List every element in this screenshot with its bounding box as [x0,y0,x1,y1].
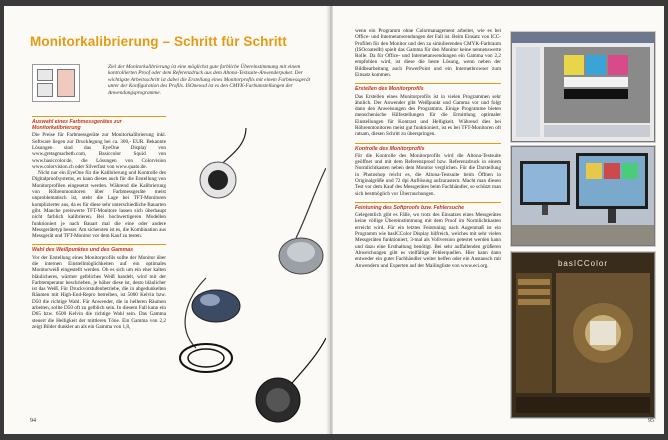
right-column [355,28,501,269]
section-body [355,28,501,78]
section-heading: Feintuning des Softproofs bzw. Fehlersuche [355,204,465,211]
workflow-diagram [32,64,80,102]
diagram-block [37,69,53,81]
left-column [32,116,166,330]
colorimeter-photos [176,128,329,424]
section-heading: Kontrolle des Monitorprofils [355,145,425,152]
diagram-block [37,83,53,97]
section-body [355,212,501,269]
paragraph: Für die Kontrolle des Monitorprofils wird die Altona-Testsuite geöffnet und mit dem Referenzproof bzw. Referenzdruck in einem Normlichtkasten neben dem Monitor verglichen. Für die Darstellung in Photoshop reicht es, die Altona-Testsuite beim Öffnen in Originalgröße und 72 dpi Auflösung aufzurastern. Macht man diesen Test vor dem Kauf des Messgerätes beim Fachhändler, so schützt man sich bestmöglich vor Überraschungen. [355,152,501,197]
paragraph: Das Erstellen eines Monitorprofils ist in vielen Programmen sehr ähnlich. Der Anwender gibt Weißpunkt und Gamma vor und folgt dann den Anweisungen des Programms. Einige Programme bieten menschenische Hilfestellungen für die Ermittlung optimaler Einstellungen für Kontrast und Helligkeit. Während dies bei Röhrenmonitoren meist gut funktioniert, ist es bei TFT-Monitoren oft ratsam, diesen Schritt zu überspringen. [355,93,501,138]
basiccolor-logo-text: basICColor [557,259,608,268]
colorimeter-illustration [176,128,329,424]
page-number: 95 [648,418,654,424]
calibration-screenshot [511,32,655,142]
section-body [355,94,501,138]
monitor-comparison-photo [511,146,655,246]
section-rule [355,143,501,144]
section-heading: Auswahl eines Farbmessgerätes zur Monitorkalibrierung [32,119,122,132]
section-heading: Wahl des Weißpunktes und des Gammas [32,247,133,254]
section-rule [32,116,166,117]
page-number: 94 [30,418,36,424]
section-heading: Erstellen des Monitorprofils [355,86,424,93]
section-rule [32,244,166,245]
intro-text: Ziel der Monitorkalibrierung ist eine möglichst gute farbliche Übereinstimmung mit einem kontrollierten Proof oder dem Referenzdruck aus dem Altona-Testsuite-Anwenderpaket. Der wichtigste Arbeitsschritt ist dabei die Erstellung eines Monitorprofils mit einem Farbmessgerät unter der Konfiguration des Profils. ISOnewsd ist es den CMYK-Farbumstellungen der Anwendungsprogramme. [108,64,311,96]
basiccolor-screenshot [511,252,655,418]
paragraph: wenn ein Programm ohne Colormanagement arbeitet, wie es bei Office- und Internetanwendungen der Fall ist. Beim Einsatz von ICC-Profilen für den Monitor und den zu simulierenden CMYK-Farbraum (ISOcoatedIt) spielt das Gamma für den Monitor keine nennenswerte Rolle. Da für Office- und Internetanwendungen ein Gamma von 2,2 empfohlen wird, ist diese die beste Lösung, wenn neben der Bildbearbeitung auch PowerPoint und ein Internetbrowser zum Einsatz kommen. [355,28,501,79]
left-page [4,6,329,434]
monitor-illustration [512,147,654,245]
page-title: Monitorkalibrierung – Schritt für Schritt [30,34,287,49]
paragraph: Gelegentlich gibt es Fälle, wo trotz des Einsatzes eines Messgerätes keine völlige Übereinstimmung mit dem Proof im Normlichtkasten erreicht wird. Für ein letztes Feintuning nach Augenmaß ist ein Programm wie basICColor Display hilfreich, welches mit sehr vielen Messgeräten funktioniert, 3-mal als Vollversion getestet werden kann und dazu eine Ersthaltung benötigt. Bei sehr auffallenden größeren Abweichungen gibt es vielfältige Fehlerquellen. Hier kann dann entweder ein guter Fachhändler weiter helfen oder ein Austausch mit Anwendern und Experten auf der Mailingliste von www.eci.org. [355,212,501,269]
basiccolor-ui-illustration [512,253,654,417]
section-body [32,132,166,239]
diagram-block [57,69,75,97]
calibration-ui-illustration [512,33,654,141]
section-rule [355,83,501,84]
right-page [333,6,664,434]
paragraph: Die Preise für Farbmessgeräte zur Monitorkalibrierung inkl. Software liegen zur Drucklegung bei ca. 300,- EUR. Bekannte Lösungen sind das EyeOne Display von www.gretagmacbeth.com, Basiccolor Squid von www.basiccolor.de, die Lösungen von Colorvision www.colorvision.ch oder Silverfast von www.quato.de. [32,132,166,170]
section-body [355,153,501,197]
paragraph: Nicht nur ein EyeOne für die Kalibrierung und Kontrolle des Digitalproofsystems, es kann dieses auch für die Erstellung von Monitorprofilen eingesetzt werden. Während die Kalibrierung von Röhrenmonitoren über Farbmessgeräte meist unproblematisch ist, steht die Lage bei TFT-Monitoren komplizierter aus, da es für diese sehr unterschiedliche Bauarten gibt. Manche preiswerte TFT-Monitore lassen sich überhaupt nicht farblich kalibrieren. Bei hochwertigeren Modellen funktioniert je nach Bauart mal die eine oder andere Messgerätetyp besser. Am sichersten ist es, die Kombination aus Messgerät und TFT-Monitor vor dem Kauf zu testen. [32,170,166,240]
paragraph: Vor der Erstellung eines Monitorprofils sollte der Monitor über die internen Einstellmöglichkeiten auf ein optimales Monitorweiß eingestellt werden. Ob es sich um ein eher kalten bläulicheres, wärmer gelbliches Weiß handelt, wird mit der Farbtemperatur beschrieben, je höher diese ist, desto bläulicher ist das Weiß. Für Druckvorstufenbetriebe, die in abgedunkelten Räumen mit High-End-Repro betreiben, ist 5000 Kelvin bzw. D50 die richtige Wahl. Für Anwender, die in helleren Räumen arbeiten, sollte D50 oft zu gelblich sein. In diesem Fall kann ein D65 bzw. 6500 Kelvin die richtige Wahl sein. Das Gamma steuert die Helligkeit der mittleren Töne. Ein Gamma von 2,2 zeigt Bilder dunkler an als ein Gamma von 1,8, [32,254,166,330]
section-rule [355,202,501,203]
section-body [32,255,166,331]
